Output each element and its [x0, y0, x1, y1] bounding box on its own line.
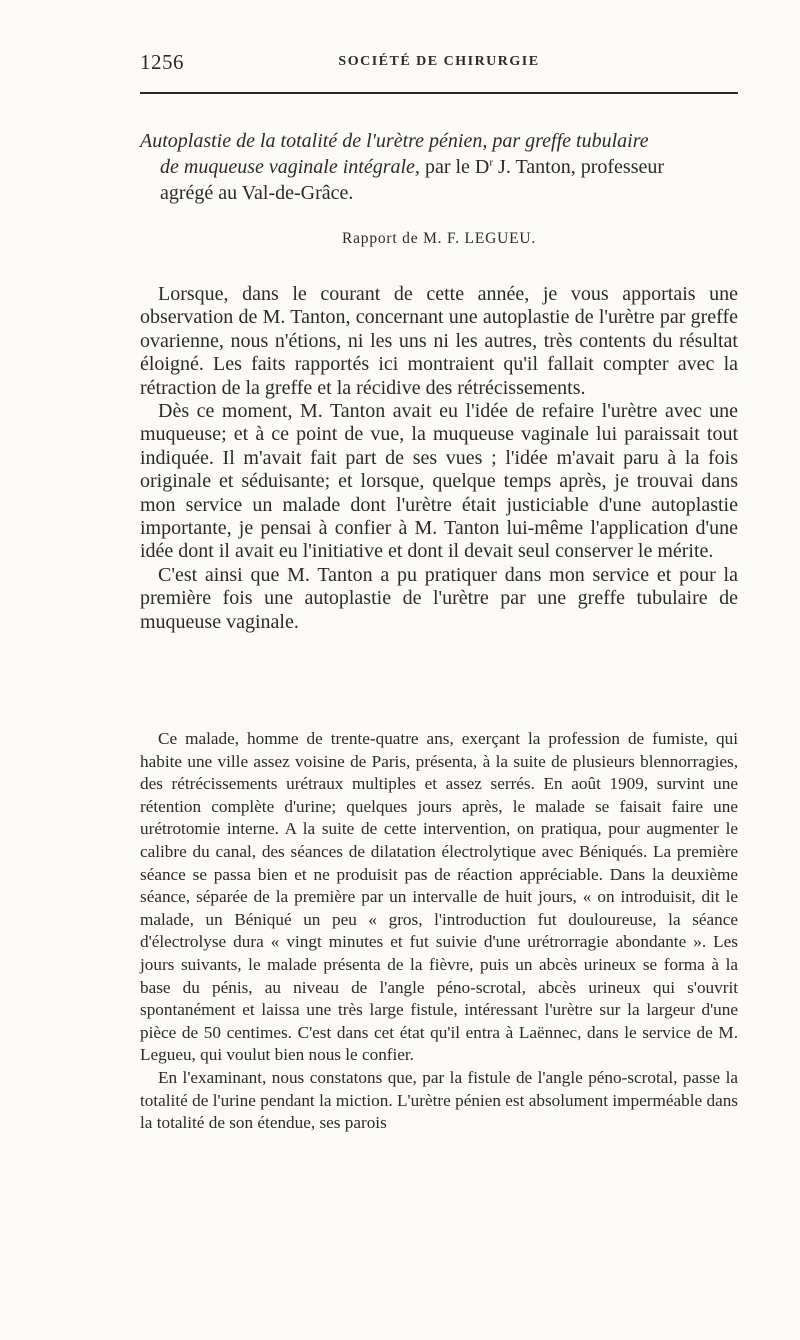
title-author-suffix: J. Tanton, professeur	[493, 156, 665, 178]
header-rule	[140, 92, 738, 94]
title-line-1	[140, 128, 738, 154]
body-paragraph: Lorsque, dans le courant de cette année, je vous apportais une observation de M. Tanton, concernant une autoplastie de l'urètre par greffe ovarienne, nous n'étions, ni les uns ni les autres, très contents du résultat éloigné. Les faits rapportés ici montraient qu'il fallait compter avec la rétraction de la greffe et la récidive des rétrécissements.	[140, 283, 738, 399]
case-observation	[140, 728, 738, 1135]
title-line-3: agrégé au Val-de-Grâce.	[160, 182, 354, 204]
body-paragraph: Dès ce moment, M. Tanton avait eu l'idée de refaire l'urètre avec une muqueuse; et à ce point de vue, la muqueuse vaginale lui paraissait tout indiquée. Il m'avait fait part de ses vues ; l'idée m'avait paru à la fois originale et séduisante; et lorsque, quelque temps après, je trouvai dans mon service un malade dont l'urètre était justiciable d'une autoplastie importante, je pensai à confier à M. Tanton lui-même l'application d'une idée dont il avait eu l'initiative et dont il devait seul conserver le mérite.	[140, 400, 738, 563]
case-paragraph: En l'examinant, nous constatons que, par la fistule de l'angle péno-scrotal, passe la totalité de l'urine pendant la miction. L'urètre pénien est absolument imperméable dans la totalité de son étendue, ses parois	[140, 1067, 738, 1133]
title-author-sup: r	[489, 156, 494, 169]
report-body	[140, 283, 738, 634]
title-author-prefix: par le D	[419, 156, 490, 178]
body-paragraph: C'est ainsi que M. Tanton a pu pratiquer dans mon service et pour la première fois une autoplastie de l'urètre par une greffe tubulaire de muqueuse vaginale.	[140, 563, 738, 633]
case-paragraph: Ce malade, homme de trente-quatre ans, exerçant la profession de fumiste, qui habite une ville assez voisine de Paris, présenta, à la suite de plusieurs blennorragies, des rétrécissements urétraux multiples et assez serrés. En août 1909, survint une rétention complète d'urine; quelques jours après, le malade se faisait faire une urétrotomie interne. A la suite de cette intervention, on pratiqua, pour augmenter le calibre du canal, des séances de dilatation électrolytique avec Béniqués. La première séance se passa bien et ne produisit pas de réaction appréciable. Dans la deuxième séance, séparée de la première par un intervalle de huit jours, « on introduisit, dit le malade, un Béniqué un peu « gros, l'introduction fut douloureuse, la séance d'électrolyse dura « vingt minutes et fut suivie d'une urétrorragie abondante ». Les jours suivants, le malade présenta de la fièvre, puis un abcès urineux se forma à la base du pénis, au niveau de l'angle péno-scrotal, abcès urineux qui s'ouvrit spontanément et laissa une très large fistule, intéressant l'urètre sur la largeur d'une pièce de 50 centimes. C'est dans cet état qu'il entra à Laënnec, dans le service de M. Legueu, qui voulut bien nous le confier.	[140, 729, 738, 1065]
page-number: 1256	[140, 50, 184, 74]
title-line-2	[140, 154, 738, 180]
title-italic-2: de muqueuse vaginale intégrale,	[160, 156, 420, 178]
article-title	[140, 128, 738, 206]
report-byline: Rapport de M. F. LEGUEU.	[341, 230, 537, 247]
page-header	[140, 50, 738, 78]
title-italic-1: Autoplastie de la totalité de l'urètre pénien, par greffe tubulaire	[140, 130, 649, 152]
running-title: SOCIÉTÉ DE CHIRURGIE	[338, 54, 540, 69]
